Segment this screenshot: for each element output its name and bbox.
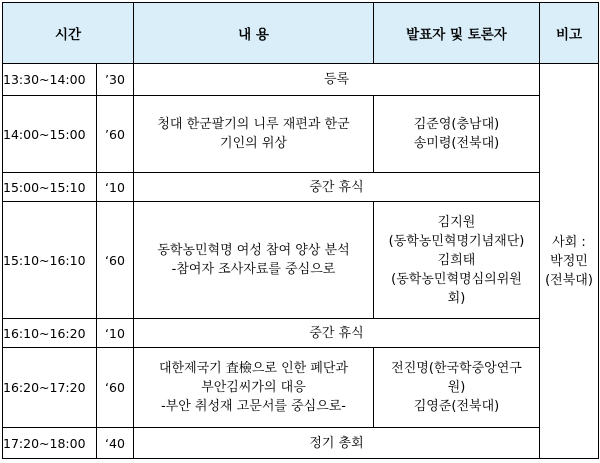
note-cell — [540, 64, 599, 459]
speaker-line: 원) — [447, 380, 466, 395]
time-cell: 17:20~18:00 — [3, 428, 97, 459]
duration-cell: ‘40 — [97, 428, 134, 459]
speaker-cell — [374, 96, 540, 173]
content-line: 기인의 위상 — [220, 136, 287, 151]
speaker-cell — [374, 348, 540, 428]
table-row — [3, 64, 599, 96]
header-content: 내 용 — [134, 3, 374, 64]
duration-cell: ’60 — [97, 96, 134, 173]
duration-cell: ‘10 — [97, 173, 134, 202]
speaker-line: 회) — [447, 290, 466, 306]
speaker-line: (동학농민혁명기념재단) — [388, 233, 525, 249]
time-cell: 14:00~15:00 — [3, 96, 97, 173]
time-cell: 15:00~15:10 — [3, 173, 97, 202]
content-line: 정기 총회 — [309, 435, 364, 451]
speaker-cell — [374, 202, 540, 319]
content-cell — [134, 64, 540, 96]
content-line: 대한제국기 査檢으로 인한 폐단과 — [158, 361, 349, 376]
content-line: 동학농민혁명 여성 참여 양상 분석 — [157, 243, 350, 258]
note-line: 박정민 — [550, 253, 588, 269]
content-cell — [134, 348, 374, 428]
content-cell — [134, 428, 540, 459]
speaker-line: 송미령(전북대) — [413, 136, 500, 151]
table-row — [3, 319, 599, 348]
duration-cell: ’30 — [97, 64, 134, 96]
table-row — [3, 428, 599, 459]
content-line: -부안 취성재 고문서를 중심으로- — [160, 399, 347, 414]
content-line: -참여자 조사자료를 중심으로 — [171, 262, 336, 277]
content-cell — [134, 319, 540, 348]
time-cell: 16:20~17:20 — [3, 348, 97, 428]
header-time: 시간 — [3, 3, 134, 64]
note-line: (전북대) — [545, 272, 593, 288]
duration-cell: ‘10 — [97, 319, 134, 348]
content-line: 중간 휴식 — [309, 179, 364, 195]
speaker-line: 김지원 — [437, 214, 476, 230]
table-row — [3, 173, 599, 202]
speaker-line: 김희태 — [437, 252, 476, 268]
table-row — [3, 96, 599, 173]
speaker-line: 전진명(한국학중앙연구 — [391, 361, 522, 376]
content-line: 부안김씨가의 대응 — [201, 380, 306, 395]
content-line: 중간 휴식 — [309, 325, 364, 341]
time-cell: 16:10~16:20 — [3, 319, 97, 348]
content-line: 등록 — [323, 72, 350, 87]
time-cell: 15:10~16:10 — [3, 202, 97, 319]
duration-cell: ‘60 — [97, 202, 134, 319]
content-cell — [134, 96, 374, 173]
duration-cell: ‘60 — [97, 348, 134, 428]
header-note: 비고 — [540, 3, 599, 64]
table-row — [3, 202, 599, 319]
speaker-line: 김영준(전북대) — [413, 399, 500, 414]
content-cell — [134, 173, 540, 202]
header-speakers: 발표자 및 토론자 — [374, 3, 540, 64]
header-row — [3, 3, 599, 64]
content-cell — [134, 202, 374, 319]
schedule-table — [2, 2, 599, 459]
speaker-line: 김준영(충남대) — [413, 117, 500, 132]
time-cell: 13:30~14:00 — [3, 64, 97, 96]
speaker-line: (동학농민혁명심의위원 — [391, 271, 522, 287]
content-line: 청대 한군팔기의 니루 재편과 한군 — [157, 117, 350, 132]
note-line: 사회 : — [552, 234, 586, 250]
table-row — [3, 348, 599, 428]
